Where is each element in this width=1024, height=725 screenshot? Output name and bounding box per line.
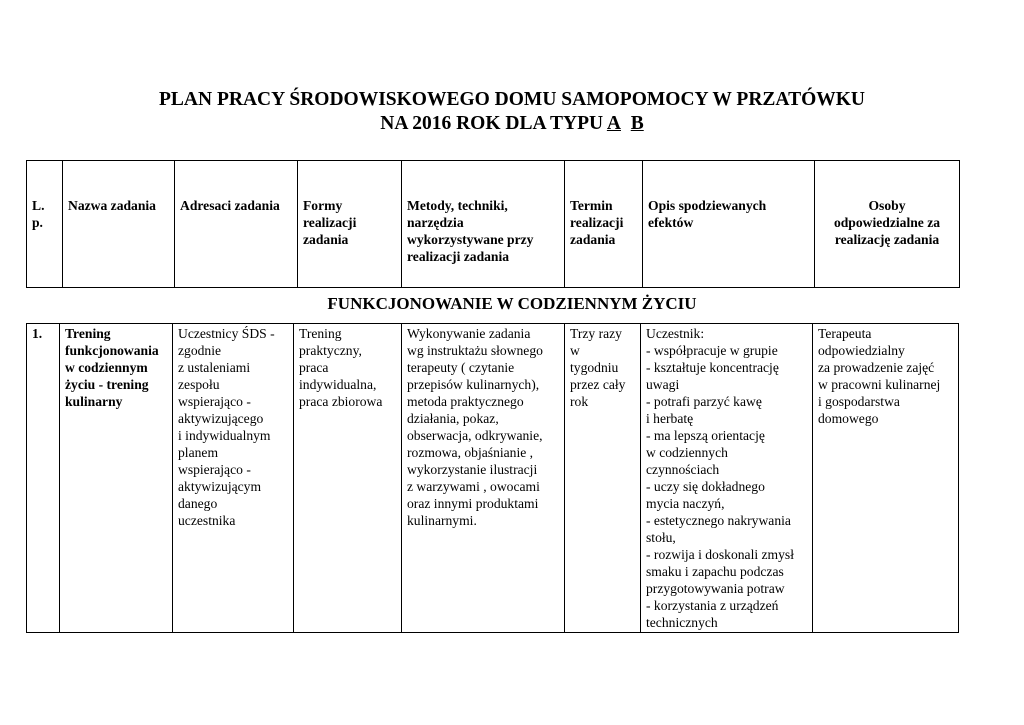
task-table — [26, 323, 959, 633]
row-task: Trening funkcjonowania w codziennym życiu - trening kulinarny — [60, 324, 173, 633]
document-title — [0, 88, 1024, 136]
header-forms: Formy realizacji zadania — [298, 161, 402, 288]
table-row — [27, 324, 959, 633]
title-type-b: B — [630, 113, 644, 134]
header-responsible: Osoby odpowiedzialne za realizację zadania — [815, 161, 960, 288]
row-forms: Trening praktyczny, praca indywidualna, praca zbiorowa — [294, 324, 402, 633]
title-line-2 — [0, 112, 1024, 136]
row-responsible: Terapeuta odpowiedzialny za prowadzenie zajęć w pracowni kulinarnej i gospodarstwa domowego — [813, 324, 959, 633]
header-effects: Opis spodziewanych efektów — [643, 161, 815, 288]
row-deadline: Trzy razy w tygodniu przez cały rok — [565, 324, 641, 633]
header-task-name: Nazwa zadania — [63, 161, 175, 288]
header-deadline: Termin realizacji zadania — [565, 161, 643, 288]
header-table — [26, 160, 960, 288]
title-type-a: A — [606, 113, 621, 134]
row-recipients: Uczestnicy ŚDS - zgodnie z ustaleniami zespołu wspierająco - aktywizującego i indywidualnym planem wspierająco - aktywizującym danego uczestnika — [173, 324, 294, 633]
row-effects: Uczestnik: - współpracuje w grupie - kształtuje koncentrację uwagi - potrafi parzyć kawę i herbatę - ma lepszą orientację w codziennych czynnościach - uczy się dokładnego mycia naczyń, - estetycznego nakrywania stołu, - rozwija i doskonali zmysł smaku i zapachu podczas przygotowywania potraw - korzystania z urządzeń technicznych — [641, 324, 813, 633]
header-recipients: Adresaci zadania — [175, 161, 298, 288]
title-line-2-prefix: NA 2016 ROK DLA TYPU — [380, 113, 607, 134]
title-line-1: PLAN PRACY ŚRODOWISKOWEGO DOMU SAMOPOMOCY W PRZATÓWKU — [159, 89, 865, 110]
header-lp: L. p. — [27, 161, 63, 288]
row-lp: 1. — [27, 324, 60, 633]
header-methods: Metody, techniki, narzędzia wykorzystywane przy realizacji zadania — [402, 161, 565, 288]
row-methods: Wykonywanie zadania wg instruktażu słownego terapeuty ( czytanie przepisów kulinarnych), metoda praktycznego działania, pokaz, obserwacja, odkrywanie, rozmowa, objaśnianie , wykorzystanie ilustracji z warzywami , owocami oraz innymi produktami kulinarnymi. — [402, 324, 565, 633]
header-row — [27, 161, 960, 288]
section-title: FUNKCJONOWANIE W CODZIENNYM ŻYCIU — [327, 294, 697, 313]
